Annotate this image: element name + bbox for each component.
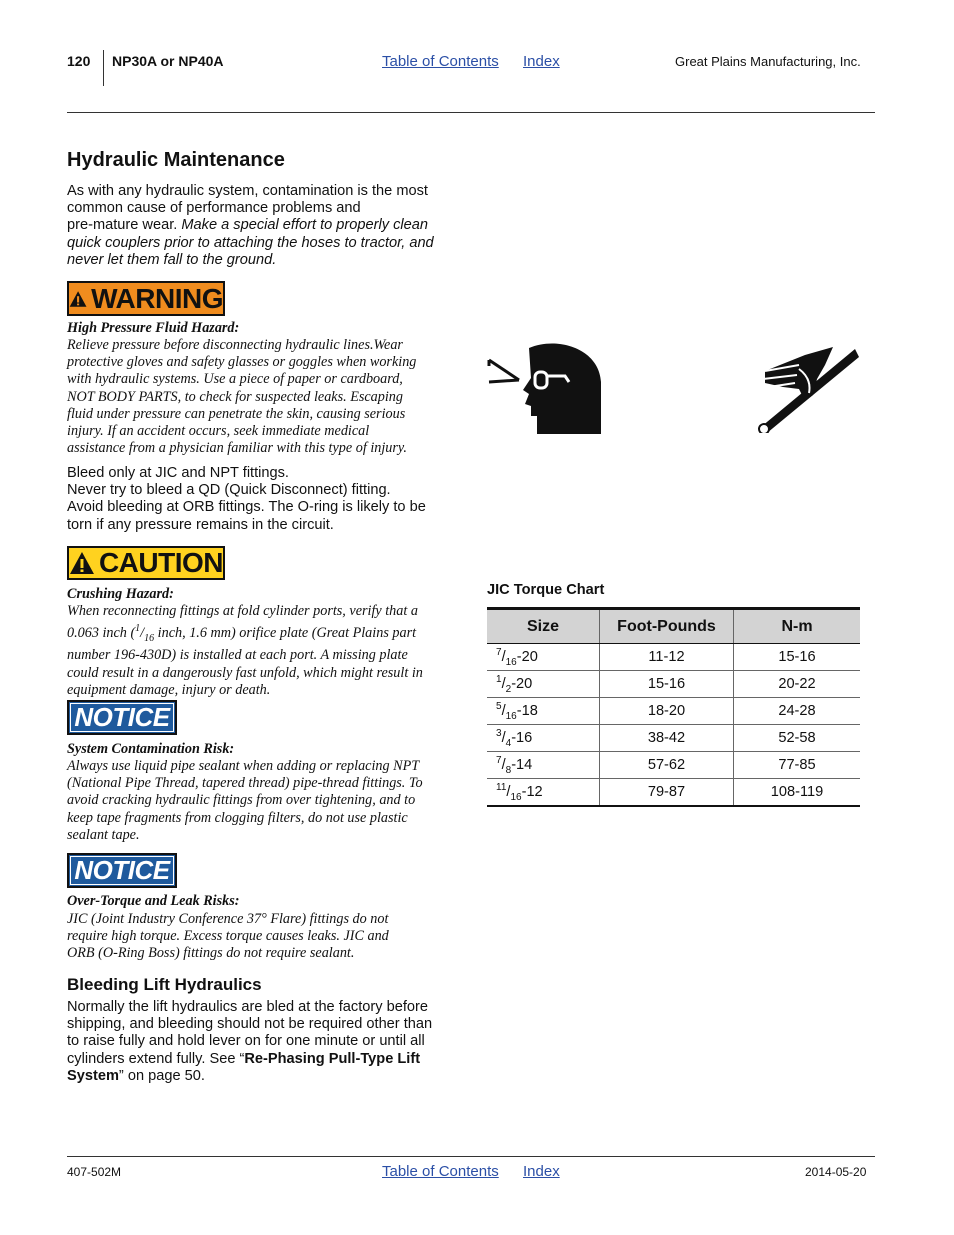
intro-line: pre-mature wear. bbox=[67, 217, 182, 234]
table-caption: JIC Torque Chart bbox=[487, 582, 605, 598]
nm-cell: 20-22 bbox=[734, 671, 861, 698]
nm-cell: 52-58 bbox=[734, 725, 861, 752]
notice-line: require high torque. Excess torque causes leaks. JIC and bbox=[67, 928, 389, 945]
bleed-line: Never try to bleed a QD (Quick Disconnect) fitting. bbox=[67, 482, 391, 499]
fraction-denominator: 4 bbox=[505, 737, 512, 749]
nm-cell: 15-16 bbox=[734, 644, 861, 671]
warning-title: High Pressure Fluid Hazard: bbox=[67, 320, 240, 336]
warning-line: Relieve pressure before disconnecting hydraulic lines.Wear bbox=[67, 337, 403, 353]
notice-line: avoid cracking hydraulic fittings from over tightening, and to bbox=[67, 792, 416, 809]
warning-line: assistance from a physician familiar with this type of injury. bbox=[67, 440, 407, 457]
foot-pounds-cell: 38-42 bbox=[600, 725, 734, 752]
size-cell: $^7/_8-14$ bbox=[487, 752, 600, 779]
notice-line: JIC (Joint Industry Conference 37° Flare) fittings do not bbox=[67, 911, 389, 927]
thread-count: -18 bbox=[516, 702, 538, 719]
section-heading: Bleeding Lift Hydraulics bbox=[67, 975, 262, 994]
notice-badge: NOTICE bbox=[67, 700, 177, 735]
notice-text bbox=[67, 911, 467, 963]
table-row bbox=[487, 698, 860, 725]
thread-count: -12 bbox=[521, 783, 543, 800]
bleed-line: Bleed only at JIC and NPT fittings. bbox=[67, 465, 289, 481]
caution-line: equipment damage, injury or death. bbox=[67, 681, 271, 698]
notice-line: (National Pipe Thread, tapered thread) pipe-thread fittings. To bbox=[67, 775, 423, 792]
table-row bbox=[487, 644, 860, 671]
size-cell: $^{11}/_{16}-12$ bbox=[487, 779, 600, 807]
table-row bbox=[487, 752, 860, 779]
cross-reference: Re-Phasing Pull-Type Lift bbox=[244, 1050, 421, 1067]
bleeding-line: Normally the lift hydraulics are bled at the factory before bbox=[67, 999, 428, 1015]
intro-paragraph bbox=[67, 183, 467, 269]
header-divider bbox=[103, 50, 104, 86]
fraction-numerator: 7 bbox=[496, 754, 502, 766]
doc-date: 2014-05-20 bbox=[805, 1165, 867, 1179]
bleeding-line: shipping, and bleeding should not be required other than bbox=[67, 1016, 433, 1033]
caution-line: When reconnecting fittings at fold cylinder ports, verify that a bbox=[67, 603, 418, 619]
intro-emphasis: quick couplers prior to attaching the hoses to tractor, and bbox=[67, 234, 434, 251]
fraction-numerator: 1 bbox=[135, 623, 141, 635]
warning-line: with hydraulic systems. Use a piece of paper or cardboard, bbox=[67, 371, 403, 388]
torque-table bbox=[487, 607, 860, 807]
bleeding-line: cylinders extend fully. See “ bbox=[67, 1050, 245, 1067]
thread-count: -20 bbox=[516, 648, 538, 665]
caution-text bbox=[67, 603, 467, 699]
fraction-denominator: 16 bbox=[144, 633, 155, 645]
index-link[interactable]: Index bbox=[523, 53, 560, 70]
bleeding-line: ” on page 50. bbox=[118, 1067, 205, 1084]
caution-title: Crushing Hazard: bbox=[67, 586, 174, 602]
size-cell: $^7/_{16}-20$ bbox=[487, 644, 600, 671]
fraction-denominator: 2 bbox=[505, 683, 512, 695]
model-name: NP30A or NP40A bbox=[112, 53, 224, 69]
nm-cell: 77-85 bbox=[734, 752, 861, 779]
notice-line: keep tape fragments from clogging filters, do not use plastic bbox=[67, 809, 408, 826]
fraction-denominator: 16 bbox=[510, 791, 522, 803]
caution-line: could result in a dangerously fast unfold, which might result in bbox=[67, 664, 423, 681]
header-rule bbox=[67, 112, 875, 113]
caution-line-part: 0.063 inch ( bbox=[67, 625, 136, 642]
notice-line: ORB (O-Ring Boss) fittings do not require sealant. bbox=[67, 945, 355, 962]
size-cell: $^3/_4-16$ bbox=[487, 725, 600, 752]
foot-pounds-cell: 18-20 bbox=[600, 698, 734, 725]
warning-label: WARNING bbox=[91, 282, 223, 314]
caution-triangle-icon bbox=[69, 551, 95, 575]
fraction-denominator: 16 bbox=[505, 656, 517, 668]
caution-label: CAUTION bbox=[98, 547, 223, 578]
intro-emphasis: never let them fall to the ground. bbox=[67, 251, 277, 268]
foot-pounds-cell: 57-62 bbox=[600, 752, 734, 779]
warning-triangle-icon bbox=[69, 287, 87, 311]
warning-badge bbox=[67, 281, 225, 316]
toc-link[interactable]: Table of Contents bbox=[382, 1163, 499, 1180]
foot-pounds-cell: 79-87 bbox=[600, 779, 734, 807]
fraction-numerator: 1 bbox=[496, 673, 502, 685]
notice-badge: NOTICE bbox=[67, 853, 177, 888]
safety-glasses-head-icon bbox=[487, 342, 603, 434]
bleed-line: torn if any pressure remains in the circuit. bbox=[67, 516, 334, 533]
table-row bbox=[487, 725, 860, 752]
fraction-numerator: 7 bbox=[496, 646, 502, 658]
caution-line: number 196-430D) is installed at each port. A missing plate bbox=[67, 647, 408, 664]
nm-cell: 108-119 bbox=[734, 779, 861, 807]
table-row bbox=[487, 671, 860, 698]
thread-count: -20 bbox=[511, 675, 533, 692]
page-number: 120 bbox=[67, 53, 91, 69]
size-cell: $^5/_{16}-18$ bbox=[487, 698, 600, 725]
size-cell: $^1/_2-20$ bbox=[487, 671, 600, 698]
bleeding-paragraph bbox=[67, 999, 467, 1085]
warning-line: protective gloves and safety glasses or goggles when working bbox=[67, 354, 417, 371]
page-title: Hydraulic Maintenance bbox=[67, 149, 285, 171]
fraction-denominator: 16 bbox=[505, 710, 517, 722]
notice-line: Always use liquid pipe sealant when adding or replacing NPT bbox=[67, 758, 420, 774]
column-header-foot-pounds: Foot-Pounds bbox=[600, 609, 734, 644]
thread-count: -14 bbox=[511, 756, 533, 773]
fraction-denominator: 8 bbox=[505, 764, 512, 776]
caution-line-part: inch, 1.6 mm) orifice plate (Great Plains part bbox=[154, 625, 417, 642]
hand-checking-leak-icon bbox=[755, 343, 861, 433]
thread-count: -16 bbox=[511, 729, 533, 746]
doc-number: 407-502M bbox=[67, 1165, 122, 1179]
warning-line: injury. If an accident occurs, seek immediate medical bbox=[67, 423, 370, 440]
fraction-numerator: 11 bbox=[496, 781, 507, 793]
column-header-nm: N-m bbox=[734, 609, 861, 644]
notice-text bbox=[67, 758, 467, 844]
notice-line: sealant tape. bbox=[67, 826, 140, 843]
nm-cell: 24-28 bbox=[734, 698, 861, 725]
foot-pounds-cell: 11-12 bbox=[600, 644, 734, 671]
warning-line: fluid under pressure can penetrate the skin, causing serious bbox=[67, 405, 406, 422]
caution-line: 0.063 inch ($^1/_{16}$ inch, 1.6 mm) orifice plate (Great Plains part bbox=[67, 623, 417, 645]
foot-pounds-cell: 15-16 bbox=[600, 671, 734, 698]
column-header-size: Size bbox=[487, 609, 600, 644]
index-link[interactable]: Index bbox=[523, 1163, 560, 1180]
notice-title: Over-Torque and Leak Risks: bbox=[67, 893, 240, 909]
bleed-notes bbox=[67, 465, 467, 534]
table-row bbox=[487, 779, 860, 807]
table-header-row bbox=[487, 609, 860, 644]
toc-link[interactable]: Table of Contents bbox=[382, 53, 499, 70]
fraction-numerator: 5 bbox=[496, 700, 502, 712]
intro-line: common cause of performance problems and bbox=[67, 200, 361, 217]
notice-title: System Contamination Risk: bbox=[67, 741, 235, 757]
intro-line: As with any hydraulic system, contamination is the most bbox=[67, 183, 428, 199]
warning-line: NOT BODY PARTS, to check for suspected leaks. Escaping bbox=[67, 388, 403, 405]
cross-reference: System bbox=[67, 1067, 119, 1084]
footer-rule bbox=[67, 1156, 875, 1157]
intro-emphasis: Make a special effort to properly clean bbox=[181, 217, 428, 234]
bleeding-line: to raise fully and hold lever on for one minute or until all bbox=[67, 1033, 425, 1050]
caution-badge bbox=[67, 546, 225, 580]
company-name: Great Plains Manufacturing, Inc. bbox=[675, 54, 861, 69]
bleed-line: Avoid bleeding at ORB fittings. The O-ring is likely to be bbox=[67, 499, 426, 516]
fraction-numerator: 3 bbox=[496, 727, 502, 739]
warning-text bbox=[67, 337, 467, 457]
